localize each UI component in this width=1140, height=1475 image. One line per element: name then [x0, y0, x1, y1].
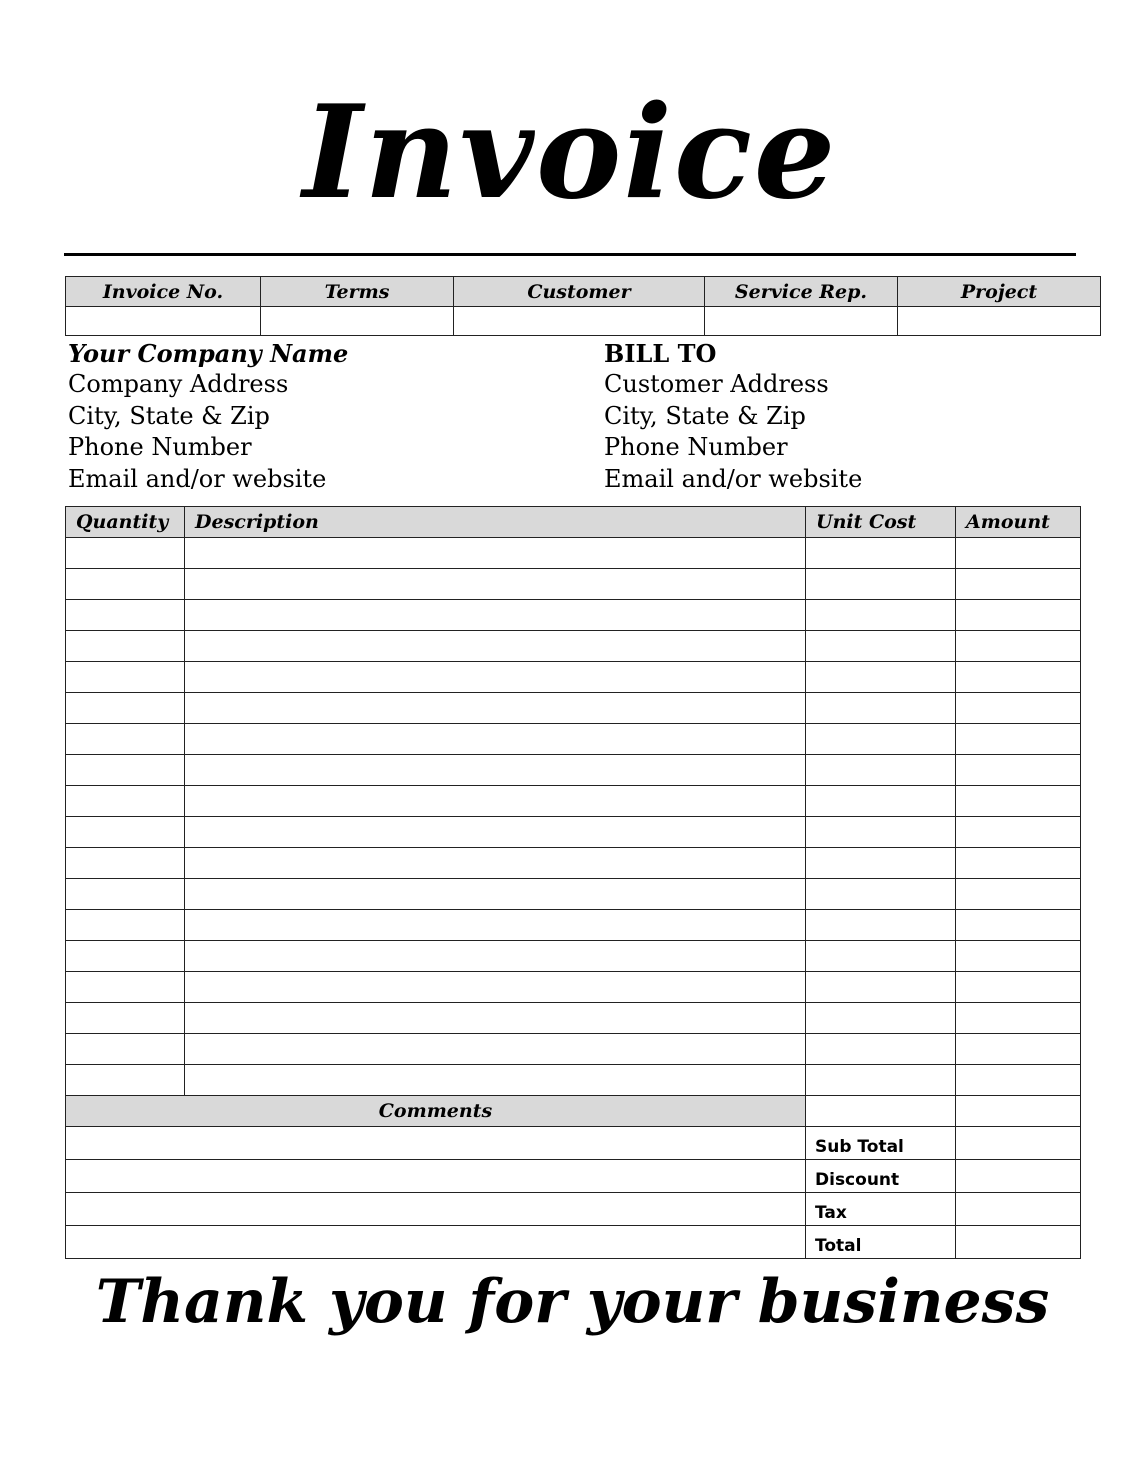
unit-cost-cell[interactable] — [806, 972, 956, 1003]
description-cell[interactable] — [185, 569, 806, 600]
unit-cost-cell[interactable] — [806, 600, 956, 631]
invoice-no-header: Invoice No. — [66, 277, 261, 307]
company-address: Company Address — [68, 370, 289, 399]
description-cell[interactable] — [185, 972, 806, 1003]
amount-cell[interactable] — [956, 600, 1081, 631]
comments-header: Comments — [66, 1096, 806, 1127]
tax-label: Tax — [806, 1193, 956, 1226]
totals-blank-value — [956, 1096, 1081, 1127]
totals-row — [66, 1226, 1081, 1259]
totals-blank-label — [806, 1096, 956, 1127]
title-divider — [64, 253, 1076, 256]
service-rep-header: Service Rep. — [705, 277, 898, 307]
unit-cost-cell[interactable] — [806, 879, 956, 910]
description-cell[interactable] — [185, 1003, 806, 1034]
amount-cell[interactable] — [956, 910, 1081, 941]
description-cell[interactable] — [185, 693, 806, 724]
comments-line[interactable] — [66, 1226, 806, 1259]
description-cell[interactable] — [185, 631, 806, 662]
table-row — [66, 910, 1081, 941]
table-row — [66, 941, 1081, 972]
total-label: Total — [806, 1226, 956, 1259]
unit-cost-cell[interactable] — [806, 538, 956, 569]
unit-cost-cell[interactable] — [806, 724, 956, 755]
company-name: Your Company Name — [68, 339, 349, 368]
description-cell[interactable] — [185, 910, 806, 941]
totals-section — [66, 1096, 1081, 1259]
amount-cell[interactable] — [956, 1034, 1081, 1065]
unit-cost-cell[interactable] — [806, 662, 956, 693]
quantity-cell[interactable] — [66, 879, 185, 910]
amount-cell[interactable] — [956, 538, 1081, 569]
quantity-cell[interactable] — [66, 600, 185, 631]
amount-cell[interactable] — [956, 848, 1081, 879]
amount-cell[interactable] — [956, 879, 1081, 910]
items-body — [66, 538, 1081, 1096]
table-row — [66, 538, 1081, 569]
comments-line[interactable] — [66, 1127, 806, 1160]
table-row — [66, 879, 1081, 910]
unit-cost-cell[interactable] — [806, 1065, 956, 1096]
invoice-no-field[interactable] — [66, 307, 261, 336]
unit-cost-cell[interactable] — [806, 631, 956, 662]
project-field[interactable] — [898, 307, 1101, 336]
company-phone: Phone Number — [68, 433, 252, 462]
terms-field[interactable] — [261, 307, 454, 336]
terms-header: Terms — [261, 277, 454, 307]
quantity-cell[interactable] — [66, 1065, 185, 1096]
description-cell[interactable] — [185, 538, 806, 569]
bill-to-block — [604, 338, 862, 495]
tax-value[interactable] — [956, 1193, 1081, 1226]
table-row — [66, 786, 1081, 817]
info-value-row — [66, 307, 1101, 336]
quantity-cell[interactable] — [66, 693, 185, 724]
table-row — [66, 569, 1081, 600]
unit-cost-cell[interactable] — [806, 786, 956, 817]
amount-cell[interactable] — [956, 972, 1081, 1003]
customer-header: Customer — [454, 277, 705, 307]
quantity-cell[interactable] — [66, 569, 185, 600]
table-row — [66, 817, 1081, 848]
table-row — [66, 755, 1081, 786]
description-cell[interactable] — [185, 1034, 806, 1065]
customer-phone: Phone Number — [604, 433, 788, 462]
description-cell[interactable] — [185, 755, 806, 786]
amount-cell[interactable] — [956, 631, 1081, 662]
description-cell[interactable] — [185, 1065, 806, 1096]
quantity-cell[interactable] — [66, 910, 185, 941]
unit-cost-cell[interactable] — [806, 569, 956, 600]
quantity-header: Quantity — [66, 507, 185, 538]
description-cell[interactable] — [185, 600, 806, 631]
amount-header: Amount — [956, 507, 1081, 538]
table-row — [66, 631, 1081, 662]
customer-field[interactable] — [454, 307, 705, 336]
unit-cost-cell[interactable] — [806, 941, 956, 972]
amount-cell[interactable] — [956, 569, 1081, 600]
table-row — [66, 848, 1081, 879]
total-value[interactable] — [956, 1226, 1081, 1259]
quantity-cell[interactable] — [66, 786, 185, 817]
table-row — [66, 693, 1081, 724]
unit-cost-cell[interactable] — [806, 693, 956, 724]
table-row — [66, 600, 1081, 631]
amount-cell[interactable] — [956, 941, 1081, 972]
description-cell[interactable] — [185, 879, 806, 910]
amount-cell[interactable] — [956, 1065, 1081, 1096]
quantity-cell[interactable] — [66, 631, 185, 662]
amount-cell[interactable] — [956, 1003, 1081, 1034]
company-city-state-zip: City, State & Zip — [68, 401, 270, 430]
quantity-cell[interactable] — [66, 755, 185, 786]
line-items-table — [65, 506, 1081, 1259]
unit-cost-cell[interactable] — [806, 1034, 956, 1065]
unit-cost-cell[interactable] — [806, 817, 956, 848]
items-header-row — [66, 507, 1081, 538]
customer-email: Email and/or website — [604, 464, 863, 493]
company-block — [68, 338, 348, 495]
amount-cell[interactable] — [956, 693, 1081, 724]
table-row — [66, 972, 1081, 1003]
comments-line[interactable] — [66, 1160, 806, 1193]
project-header: Project — [898, 277, 1101, 307]
totals-row — [66, 1127, 1081, 1160]
amount-cell[interactable] — [956, 724, 1081, 755]
quantity-cell[interactable] — [66, 662, 185, 693]
comments-header-row — [66, 1096, 1081, 1127]
subtotal-value[interactable] — [956, 1127, 1081, 1160]
description-cell[interactable] — [185, 817, 806, 848]
quantity-cell[interactable] — [66, 538, 185, 569]
description-cell[interactable] — [185, 848, 806, 879]
invoice-title: Invoice — [302, 78, 838, 228]
table-row — [66, 1065, 1081, 1096]
unit-cost-header: Unit Cost — [806, 507, 956, 538]
quantity-cell[interactable] — [66, 724, 185, 755]
amount-cell[interactable] — [956, 662, 1081, 693]
amount-cell[interactable] — [956, 786, 1081, 817]
description-cell[interactable] — [185, 662, 806, 693]
table-row — [66, 662, 1081, 693]
unit-cost-cell[interactable] — [806, 910, 956, 941]
comments-line[interactable] — [66, 1193, 806, 1226]
description-cell[interactable] — [185, 786, 806, 817]
unit-cost-cell[interactable] — [806, 848, 956, 879]
customer-address: Customer Address — [604, 370, 829, 399]
quantity-cell[interactable] — [66, 1034, 185, 1065]
table-row — [66, 724, 1081, 755]
table-row — [66, 1003, 1081, 1034]
company-email: Email and/or website — [68, 464, 327, 493]
unit-cost-cell[interactable] — [806, 1003, 956, 1034]
info-header-row — [66, 277, 1101, 307]
description-cell[interactable] — [185, 941, 806, 972]
thank-you-message: Thank you for your business — [95, 1267, 1050, 1337]
quantity-cell[interactable] — [66, 848, 185, 879]
totals-row — [66, 1160, 1081, 1193]
description-header: Description — [185, 507, 806, 538]
quantity-cell[interactable] — [66, 972, 185, 1003]
bill-to-heading: BILL TO — [604, 339, 717, 368]
service-rep-field[interactable] — [705, 307, 898, 336]
unit-cost-cell[interactable] — [806, 755, 956, 786]
quantity-cell[interactable] — [66, 817, 185, 848]
totals-row — [66, 1193, 1081, 1226]
customer-city-state-zip: City, State & Zip — [604, 401, 806, 430]
subtotal-label: Sub Total — [806, 1127, 956, 1160]
quantity-cell[interactable] — [66, 1003, 185, 1034]
discount-value[interactable] — [956, 1160, 1081, 1193]
invoice-info-table — [65, 276, 1101, 336]
table-row — [66, 1034, 1081, 1065]
quantity-cell[interactable] — [66, 941, 185, 972]
amount-cell[interactable] — [956, 755, 1081, 786]
description-cell[interactable] — [185, 724, 806, 755]
amount-cell[interactable] — [956, 817, 1081, 848]
discount-label: Discount — [806, 1160, 956, 1193]
